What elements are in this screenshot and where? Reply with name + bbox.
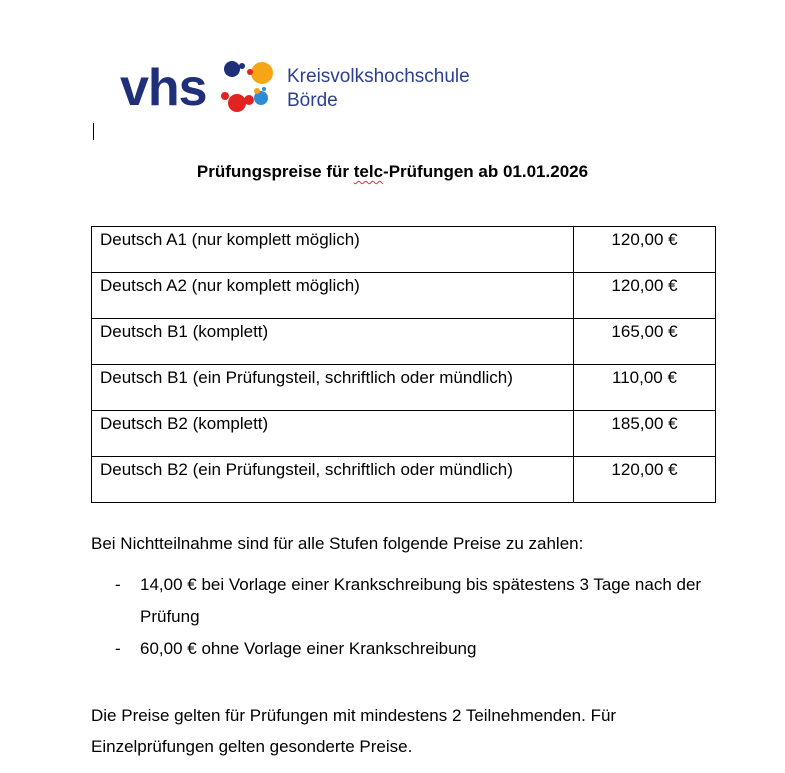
list-item-text: 60,00 € ohne Vorlage einer Krankschreibung [140, 639, 477, 658]
price-table [91, 226, 716, 503]
list-item [115, 633, 715, 665]
table-row [92, 227, 716, 273]
table-row [92, 273, 716, 319]
list-item-text: 14,00 € bei Vorlage einer Krankschreibung bis spätestens 3 Tage nach der Prüfung [140, 575, 702, 626]
logo-dots-icon [218, 58, 278, 120]
exam-price: 120,00 € [574, 227, 716, 273]
exam-label: Deutsch A2 (nur komplett möglich) [92, 273, 574, 319]
vhs-logo [120, 58, 500, 120]
table-row [92, 365, 716, 411]
text-cursor [93, 123, 94, 140]
logo-name-line2: Börde [287, 90, 338, 111]
list-bullet: - [115, 575, 121, 594]
table-row [92, 411, 716, 457]
exam-price: 120,00 € [574, 273, 716, 319]
exam-price: 110,00 € [574, 365, 716, 411]
logo-vhs-wordmark: vhs [120, 59, 207, 117]
title-telc: telc [353, 162, 384, 181]
list-item [115, 569, 715, 633]
list-bullet: - [115, 639, 121, 658]
title-prefix: Prüfungspreise für [196, 162, 354, 181]
exam-label: Deutsch B2 (komplett) [92, 411, 574, 457]
footer-paragraph: Die Preise gelten für Prüfungen mit mindestens 2 Teilnehmenden. Für Einzelprüfungen gelten gesonderte Preise. [91, 706, 617, 756]
logo-organization-name [287, 65, 470, 113]
title-suffix: -Prüfungen ab 01.01.2026 [383, 162, 589, 181]
exam-label: Deutsch B1 (ein Prüfungsteil, schriftlich oder mündlich) [92, 365, 574, 411]
exam-label: Deutsch B1 (komplett) [92, 319, 574, 365]
non-attendance-intro: Bei Nichtteilnahme sind für alle Stufen folgende Preise zu zahlen: [91, 534, 584, 553]
exam-label: Deutsch A1 (nur komplett möglich) [92, 227, 574, 273]
logo-name-line1: Kreisvolkshochschule [287, 66, 470, 87]
document-title [0, 162, 785, 182]
table-row [92, 457, 716, 503]
table-row [92, 319, 716, 365]
exam-label: Deutsch B2 (ein Prüfungsteil, schriftlich oder mündlich) [92, 457, 574, 503]
non-attendance-list [115, 569, 715, 665]
exam-price: 165,00 € [574, 319, 716, 365]
exam-price: 120,00 € [574, 457, 716, 503]
exam-price: 185,00 € [574, 411, 716, 457]
